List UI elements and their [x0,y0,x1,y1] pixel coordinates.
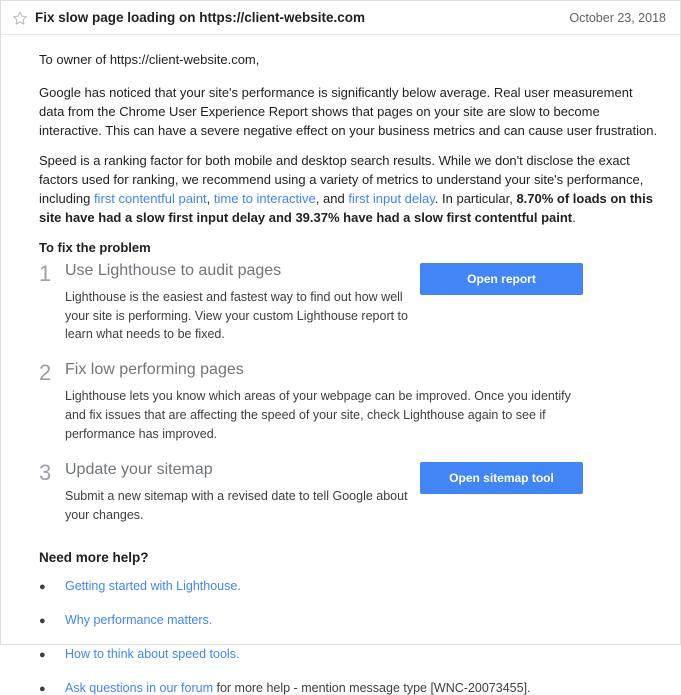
step-description: Submit a new sitemap with a revised date to tell Google about your changes. [65,488,408,522]
open-report-button[interactable]: Open report [420,263,583,295]
list-item-suffix: for more help - mention message type [WNC-20073455]. [213,681,531,695]
list-item [39,681,658,695]
step-description: Lighthouse lets you know which areas of your webpage can be improved. Once you identify and fix issues that are affecting the speed of your site, check Lighthouse again to see if performance has improved. [65,389,571,441]
ranking-text-part2: . In particular, [434,191,517,207]
message-subject: Fix slow page loading on https://client-website.com [35,10,366,25]
intro-paragraph: Google has noticed that your site's performance is significantly below average. Real user measurement data from the Chrome User Experience Report shows that pages on your site are slow to become interactive. This can have a severe negative effect on your business metrics and can cause user frustration. [39,84,658,138]
steps-list [39,261,658,541]
message-body [1,35,680,695]
getting-started-lighthouse-link[interactable]: Getting started with Lighthouse. [65,579,241,594]
greeting-text: To owner of https://client-website.com, [39,52,260,67]
star-outline-icon[interactable] [11,9,28,26]
step-item [39,261,658,360]
fix-problem-heading: To fix the problem [39,239,151,255]
why-performance-matters-link[interactable]: Why performance matters. [65,613,213,628]
step-item [39,360,658,459]
message-header [1,1,680,35]
bullet-icon: ● [39,581,46,594]
bullet-icon: ● [39,649,46,662]
open-sitemap-tool-button[interactable]: Open sitemap tool [420,462,583,494]
message-date: October 23, 2018 [569,10,666,25]
list-item [39,613,658,627]
step-description: Lighthouse is the easiest and fastest way to find out how well your site is performing. View your custom Lighthouse report to learn what needs to be fixed. [65,289,408,342]
need-more-help-heading: Need more help? [39,550,149,566]
first-input-delay-link[interactable]: first input delay [348,191,435,207]
speed-tools-link[interactable]: How to think about speed tools. [65,647,240,662]
sep2: , and [315,191,349,207]
forum-link[interactable]: Ask questions in our forum [65,681,213,695]
ranking-paragraph [39,152,658,227]
step-title: Update your sitemap [65,460,213,478]
step-title: Fix low performing pages [65,361,244,379]
step-item [39,460,658,541]
step-number: 2 [39,360,52,386]
sep1: , [206,191,214,207]
stats-highlight: 8.70% of loads on this site have had a slow first input delay and 39.37% have had a slow first contentful paint [39,191,653,225]
ranking-text-part1: Speed is a ranking factor for both mobile and desktop search results. While we don't disclose the exact factors used for ranking, we recommend using a variety of metrics to understand your site's performance, including [39,153,644,207]
help-links-list [39,579,658,695]
list-item [39,647,658,661]
list-item [39,579,658,593]
ranking-text-part3: . [572,209,576,225]
step-title: Use Lighthouse to audit pages [65,261,282,279]
bullet-icon: ● [39,615,46,628]
first-contentful-paint-link[interactable]: first contentful paint [93,191,207,207]
step-number: 1 [39,260,52,286]
bullet-icon: ● [39,683,46,695]
step-number: 3 [39,459,52,485]
time-to-interactive-link[interactable]: time to interactive [213,191,316,207]
